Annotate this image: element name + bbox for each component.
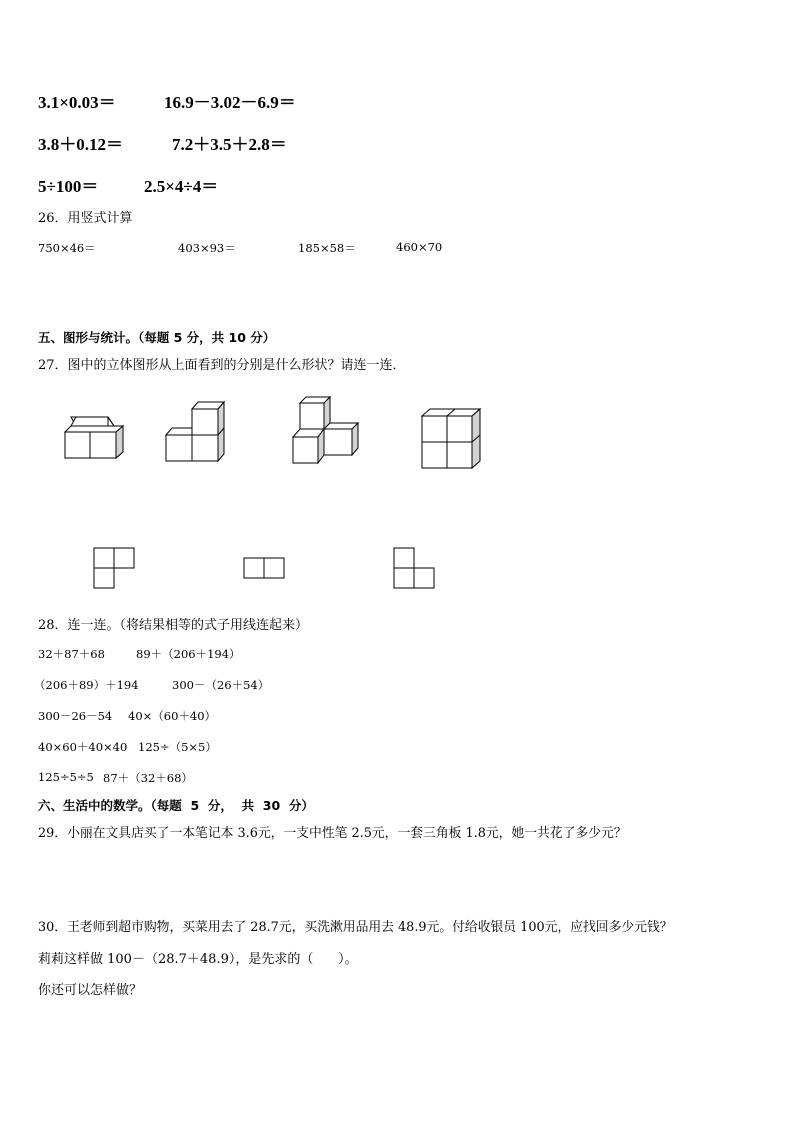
q29-text: 29．小丽在文具店买了一本笔记本 3.6元，一支中性笔 2.5元，一套三角板 1.8元，她一共花了多少元？	[38, 826, 627, 841]
q26-item-3: 185×58＝	[298, 241, 356, 255]
q26-title: 26．用竖式计算	[38, 211, 133, 226]
section6-heading: 六、生活中的数学。（每题 5 分， 共 30 分）	[38, 798, 314, 813]
oral-1-left: 3.1×0.03＝	[38, 93, 116, 112]
q26-item-2: 403×93＝	[178, 241, 236, 255]
q26-item-1: 750×46＝	[38, 241, 96, 255]
q28-row2-left: （206＋89）＋194	[34, 678, 139, 692]
section5-heading: 五、图形与统计。（每题 5 分，共 10 分）	[38, 330, 276, 345]
q28-row1-left: 32＋87＋68	[38, 647, 105, 661]
q28-row4-left: 40×60＋40×40	[38, 740, 128, 754]
q28-row5-right: 87＋（32＋68）	[103, 771, 193, 785]
q30-line1: 30．王老师到超市购物，买菜用去了 28.7元，买洗漱用品用去 48.9元。付给收银员 100元，应找回多少元钱？	[38, 920, 673, 935]
q28-row4-right: 125÷（5×5）	[138, 740, 217, 754]
top-view-3	[393, 546, 437, 590]
q28-row2-right: 300－（26＋54）	[172, 678, 270, 692]
q30-line3: 你还可以怎样做？	[38, 983, 143, 998]
oral-2-left: 3.8＋0.12＝	[38, 135, 123, 154]
q28-row1-right: 89＋（206＋194）	[136, 647, 241, 661]
solid-figure-3	[290, 396, 362, 466]
q28-row3-left: 300－26－54	[38, 709, 113, 723]
q26-item-4: 460×70	[396, 240, 443, 254]
solid-figure-2	[163, 400, 233, 466]
oral-1-right: 16.9－3.02－6.9＝	[164, 93, 296, 112]
q28-row5-left: 125÷5÷5	[38, 770, 94, 784]
top-view-1	[93, 546, 137, 590]
q27-title: 27．图中的立体图形从上面看到的分别是什么形状？请连一连．	[38, 358, 406, 373]
top-view-2	[243, 557, 287, 581]
oral-3-right: 2.5×4÷4＝	[144, 177, 219, 196]
q28-title: 28．连一连。（将结果相等的式子用线连起来）	[38, 618, 309, 633]
oral-3-left: 5÷100＝	[38, 177, 99, 196]
oral-2-right: 7.2＋3.5＋2.8＝	[172, 135, 287, 154]
solid-figure-4	[418, 406, 484, 470]
q28-row3-right: 40×（60＋40）	[128, 709, 217, 723]
q30-line2: 莉莉这样做 100－（28.7＋48.9），是先求的（ ）。	[38, 952, 358, 967]
solid-figure-1	[60, 410, 130, 465]
